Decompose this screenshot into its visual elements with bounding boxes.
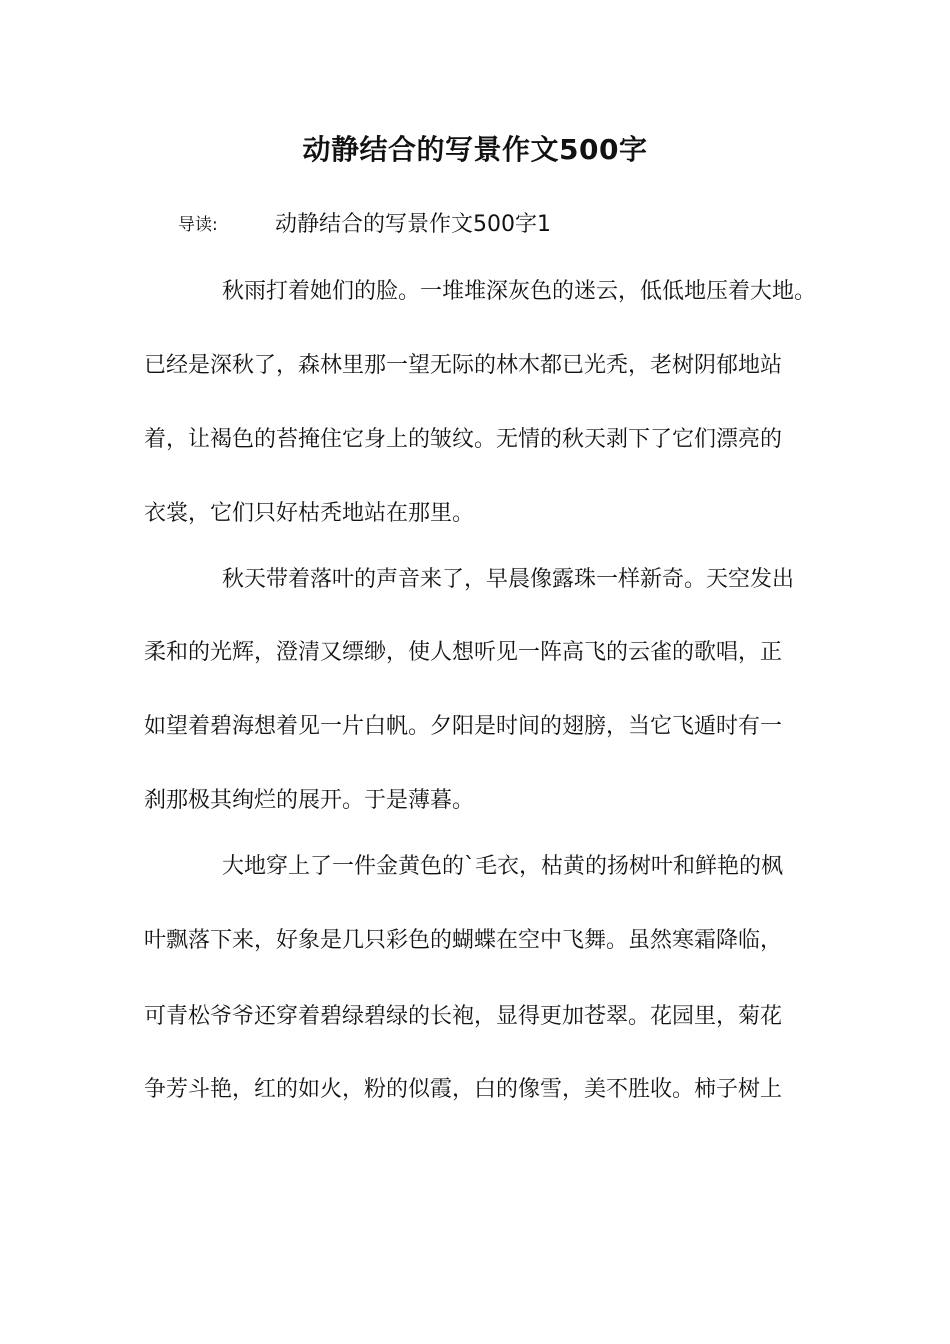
paragraph-3-line-1: 大地穿上了一件金黄色的`毛衣，枯黄的扬树叶和鲜艳的枫	[222, 854, 784, 879]
paragraph-1-line-2: 已经是深秋了，森林里那一望无际的林木都已光秃，老树阴郁地站	[144, 353, 783, 378]
lead-line	[178, 208, 551, 242]
paragraph-2-line-1: 秋天带着落叶的声音来了，早晨像露珠一样新奇。天空发出	[222, 567, 795, 592]
paragraph-2-line-4: 刹那极其绚烂的展开。于是薄暮。	[144, 788, 475, 813]
paragraph-1-line-4: 衣裳，它们只好枯秃地站在那里。	[144, 501, 475, 526]
document-title: 动静结合的写景作文500字	[302, 133, 648, 166]
paragraph-1-line-1: 秋雨打着她们的脸。一堆堆深灰色的迷云，低低地压着大地。	[222, 279, 817, 304]
paragraph-3-line-2: 叶飘落下来，好象是几只彩色的蝴蝶在空中飞舞。虽然寒霜降临，	[144, 928, 783, 953]
paragraph-3-line-4: 争芳斗艳，红的如火，粉的似霞，白的像雪，美不胜收。柿子树上	[144, 1077, 783, 1102]
paragraph-2-line-3: 如望着碧海想着见一片白帆。夕阳是时间的翅膀，当它飞遁时有一	[144, 714, 783, 739]
lead-label: 导读:	[178, 215, 218, 235]
paragraph-3-line-3: 可青松爷爷还穿着碧绿碧绿的长袍，显得更加苍翠。花园里，菊花	[144, 1004, 783, 1029]
paragraph-2-line-2: 柔和的光辉，澄清又缥缈，使人想听见一阵高飞的云雀的歌唱，正	[144, 640, 783, 665]
paragraph-1-line-3: 着，让褐色的苔掩住它身上的皱纹。无情的秋天剥下了它们漂亮的	[144, 427, 783, 452]
lead-text: 动静结合的写景作文500字1	[275, 212, 551, 237]
